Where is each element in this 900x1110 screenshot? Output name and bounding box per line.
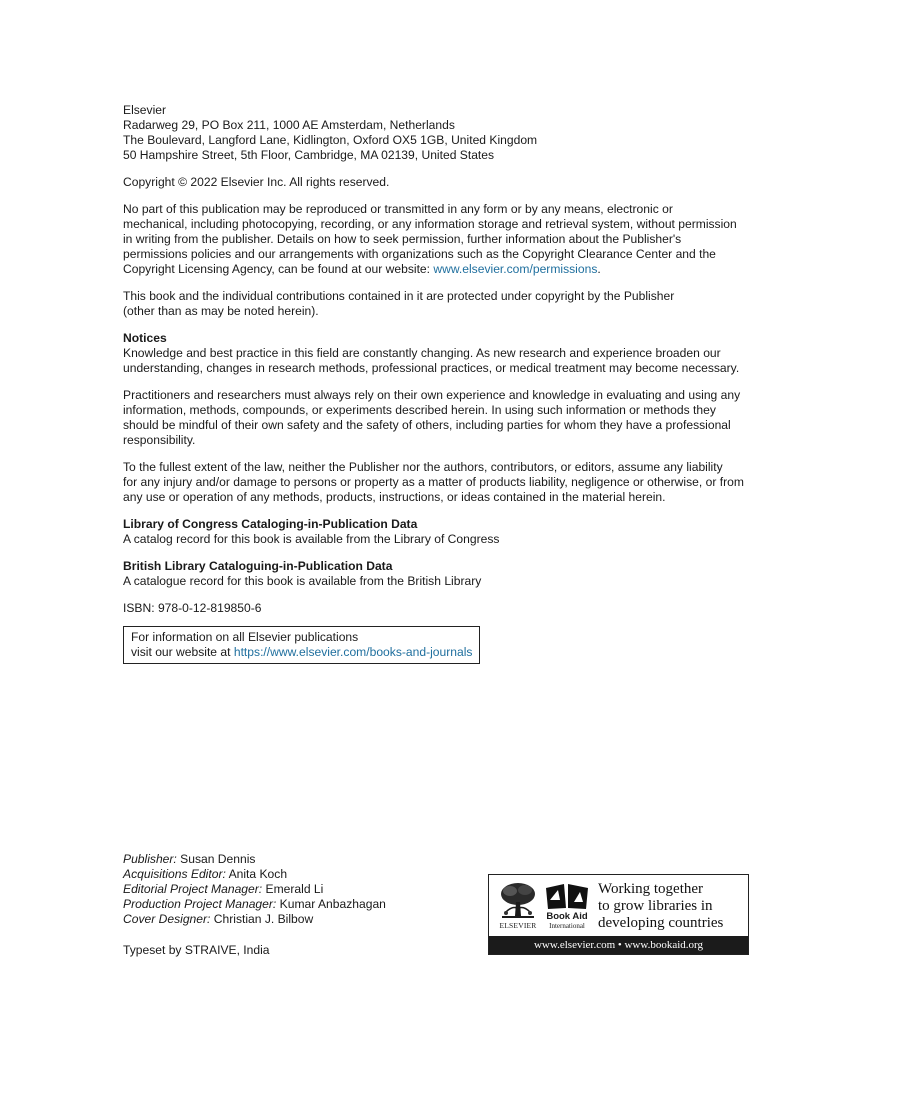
notices-line: Knowledge and best practice in this field are constantly changing. As new research and experience broaden our [123, 346, 721, 360]
credit-acquisitions-editor [123, 867, 386, 882]
isbn-section [123, 601, 763, 616]
protection-line: This book and the individual contributions contained in it are protected under copyright by the Publisher [123, 289, 675, 303]
credit-name: Anita Koch [228, 867, 288, 881]
permissions-line: No part of this publication may be reproduced or transmitted in any form or by any means, electronic or [123, 202, 673, 216]
bookaid-banner-footer: www.elsevier.com • www.bookaid.org [489, 936, 748, 954]
permissions-line: in writing from the publisher. Details on how to seek permission, further information about the Publisher's [123, 232, 682, 246]
permissions-line-end: . [597, 262, 601, 276]
copyright-text: Copyright © 2022 Elsevier Inc. All rights reserved. [123, 175, 390, 189]
info-box-line [131, 645, 472, 660]
bookaid-book-icon [544, 882, 590, 910]
bl-text: A catalogue record for this book is available from the British Library [123, 574, 482, 588]
production-credits [123, 852, 386, 927]
notices-heading: Notices [123, 331, 167, 345]
credit-role: Acquisitions Editor: [123, 867, 226, 881]
elsevier-label: ELSEVIER [499, 921, 537, 930]
isbn: ISBN: 978-0-12-819850-6 [123, 601, 262, 615]
bl-heading: British Library Cataloguing-in-Publication Data [123, 559, 393, 573]
notices-line: understanding, changes in research methods, professional practices, or medical treatment may become necessary. [123, 361, 740, 375]
credit-editorial-project-manager [123, 882, 386, 897]
credit-publisher [123, 852, 386, 867]
address-line: Elsevier [123, 103, 167, 117]
address-line: Radarweg 29, PO Box 211, 1000 AE Amsterdam, Netherlands [123, 118, 455, 132]
credit-name: Emerald Li [265, 882, 324, 896]
notices-line: Practitioners and researchers must always rely on their own experience and knowledge in evaluating and using any [123, 388, 741, 402]
address-line: 50 Hampshire Street, 5th Floor, Cambridge, MA 02139, United States [123, 148, 495, 162]
credit-role: Publisher: [123, 852, 177, 866]
books-journals-link[interactable]: https://www.elsevier.com/books-and-journals [233, 645, 473, 659]
permissions-link[interactable]: www.elsevier.com/permissions [433, 262, 598, 276]
loc-text: A catalog record for this book is available from the Library of Congress [123, 532, 500, 546]
bookaid-banner-top [489, 875, 748, 938]
bookaid-label: Book Aid [546, 911, 588, 922]
credit-name: Christian J. Bilbow [213, 912, 314, 926]
notices-section [123, 331, 763, 376]
bookaid-sublabel: International [549, 922, 585, 930]
elsevier-tree-logo [498, 882, 538, 930]
credit-cover-designer [123, 912, 386, 927]
permissions-line [123, 262, 763, 277]
notices-line: information, methods, compounds, or experiments described herein. In using such information or methods they [123, 403, 716, 417]
tagline-line: Working together [598, 881, 704, 897]
bookaid-banner [488, 874, 749, 955]
credit-role: Production Project Manager: [123, 897, 277, 911]
info-box-line: For information on all Elsevier publications [131, 630, 359, 644]
bookaid-tagline [598, 881, 723, 932]
credit-role: Editorial Project Manager: [123, 882, 263, 896]
info-box [123, 626, 480, 664]
notices-line: should be mindful of their own safety and the safety of others, including parties for whom they have a professional [123, 418, 731, 432]
notices-paragraph-2 [123, 388, 763, 448]
elsevier-tree-icon [498, 882, 538, 920]
protection-paragraph [123, 289, 763, 319]
protection-line: (other than as may be noted herein). [123, 304, 319, 318]
permissions-line: permissions policies and our arrangements with organizations such as the Copyright Clearance Center and the [123, 247, 716, 261]
notices-line: any use or operation of any methods, products, instructions, or ideas contained in the material herein. [123, 490, 666, 504]
address-line: The Boulevard, Langford Lane, Kidlington, Oxford OX5 1GB, United Kingdom [123, 133, 538, 147]
bl-section [123, 559, 763, 589]
permissions-line-text: Copyright Licensing Agency, can be found at our website: [123, 262, 434, 276]
permissions-paragraph [123, 202, 763, 277]
loc-heading: Library of Congress Cataloging-in-Publication Data [123, 517, 418, 531]
tagline-line: to grow libraries in [598, 898, 713, 914]
credit-role: Cover Designer: [123, 912, 211, 926]
loc-section [123, 517, 763, 547]
notices-line: for any injury and/or damage to persons or property as a matter of products liability, negligence or otherwise, or from [123, 475, 744, 489]
copyright-page-body [123, 103, 763, 664]
typeset-credit: Typeset by STRAIVE, India [123, 943, 270, 957]
publisher-address [123, 103, 763, 163]
tagline-line: developing countries [598, 915, 724, 931]
bookaid-logo [544, 882, 590, 930]
permissions-line: mechanical, including photocopying, recording, or any information storage and retrieval system, without permission [123, 217, 737, 231]
copyright-notice [123, 175, 763, 190]
credit-name: Susan Dennis [180, 852, 256, 866]
notices-line: responsibility. [123, 433, 196, 447]
notices-paragraph-3 [123, 460, 763, 505]
credit-name: Kumar Anbazhagan [279, 897, 386, 911]
notices-line: To the fullest extent of the law, neither the Publisher nor the authors, contributors, or editors, assume any liability [123, 460, 723, 474]
credit-production-project-manager [123, 897, 386, 912]
info-box-text: visit our website at [131, 645, 234, 659]
